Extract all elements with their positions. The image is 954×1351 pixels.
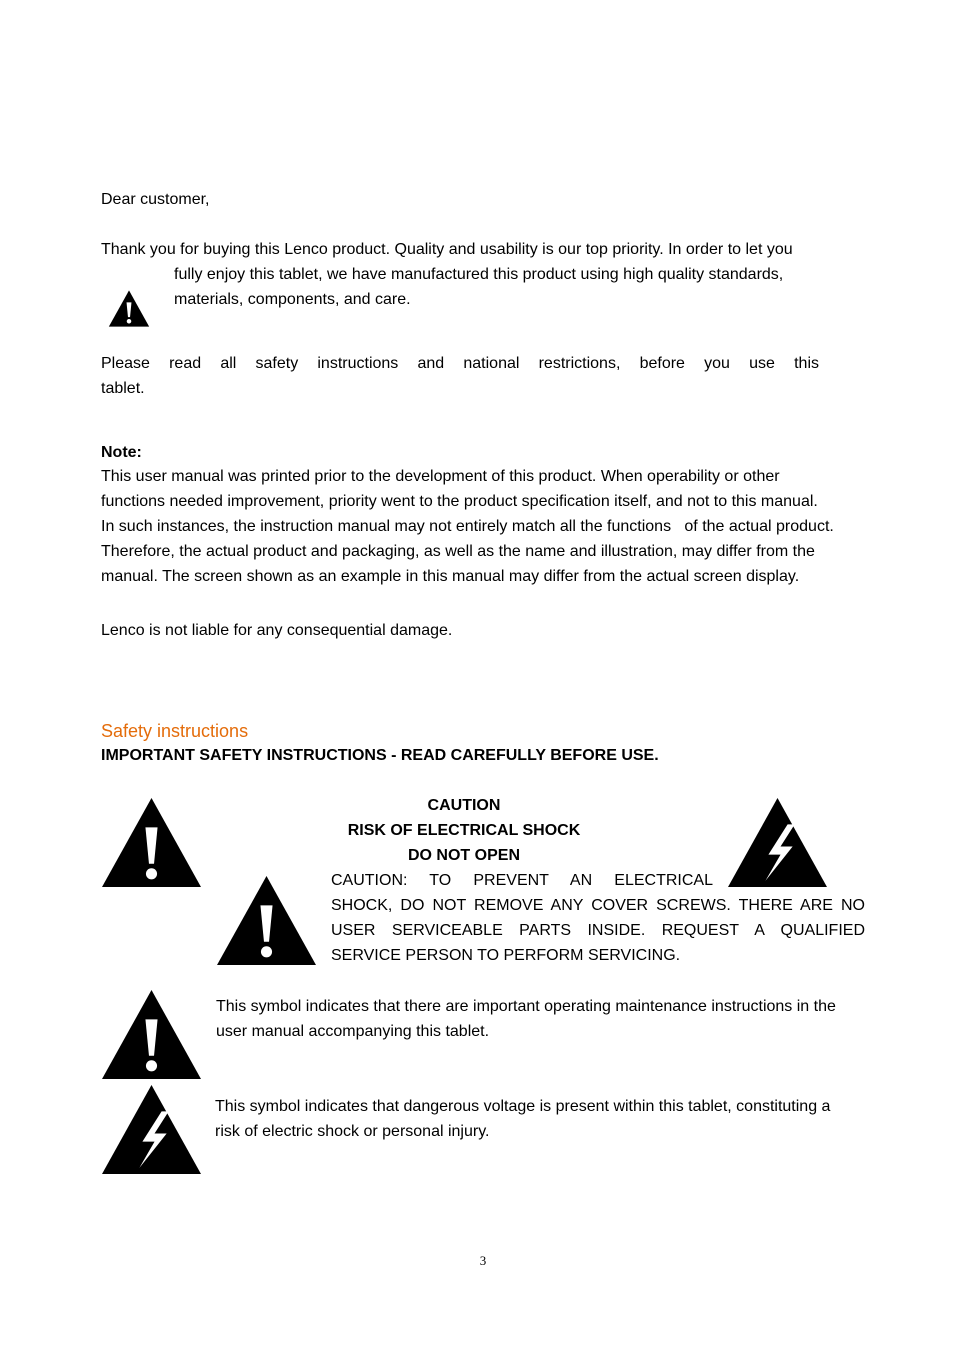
note-line: manual. The screen shown as an example in this manual may differ from the actual screen display. [101, 568, 800, 585]
warning-icon [108, 290, 150, 327]
note-heading: Note: [101, 444, 142, 461]
note-line: functions needed improvement, priority went to the product specification itself, and not to this manual. [101, 493, 818, 510]
warning-icon [101, 989, 202, 1080]
note-line: Therefore, the actual product and packaging, as well as the name and illustration, may differ from the [101, 543, 815, 560]
page-number: 3 [479, 1253, 487, 1268]
caution-text-line: SERVICE PERSON TO PERFORM SERVICING. [331, 947, 681, 964]
caution-risk-heading: RISK OF ELECTRICAL SHOCK [347, 822, 581, 839]
voltage-symbol-description: This symbol indicates that dangerous voltage is present within this tablet, constituting a [215, 1098, 831, 1115]
note-line: In such instances, the instruction manual may not entirely match all the functions of the actual product. [101, 518, 834, 535]
read-instructions-line-1: Please read all safety instructions and national restrictions, before you use this [101, 355, 819, 372]
warning-icon [101, 797, 202, 888]
caution-do-not-open: DO NOT OPEN [407, 847, 520, 864]
read-instructions-line-2: tablet. [101, 380, 145, 397]
warning-icon [216, 875, 317, 966]
caution-text-line: SHOCK, DO NOT REMOVE ANY COVER SCREWS. THERE ARE NO [331, 897, 865, 914]
caution-text-line: USER SERVICEABLE PARTS INSIDE. REQUEST A QUALIFIED [331, 922, 865, 939]
note-line: This user manual was printed prior to the development of this product. When operability or other [101, 468, 780, 485]
intro-line-3: materials, components, and care. [174, 291, 411, 308]
greeting: Dear customer, [101, 191, 210, 208]
electric-shock-icon [727, 797, 828, 888]
caution-heading: CAUTION [427, 797, 501, 814]
electric-shock-icon [101, 1084, 202, 1175]
warning-symbol-description: This symbol indicates that there are important operating maintenance instructions in the [216, 998, 836, 1015]
section-title: Safety instructions [101, 721, 249, 741]
caution-text-line: CAUTION: TO PREVENT AN ELECTRICAL [331, 872, 713, 889]
section-subtitle: IMPORTANT SAFETY INSTRUCTIONS - READ CAREFULLY BEFORE USE. [101, 747, 659, 764]
intro-line-1: Thank you for buying this Lenco product. Quality and usability is our top priority. In order to let you [101, 241, 793, 258]
voltage-symbol-description: risk of electric shock or personal injury. [215, 1123, 490, 1140]
warning-symbol-description: user manual accompanying this tablet. [216, 1023, 490, 1040]
liability-statement: Lenco is not liable for any consequential damage. [101, 622, 453, 639]
intro-line-2: fully enjoy this tablet, we have manufactured this product using high quality standards, [174, 266, 784, 283]
